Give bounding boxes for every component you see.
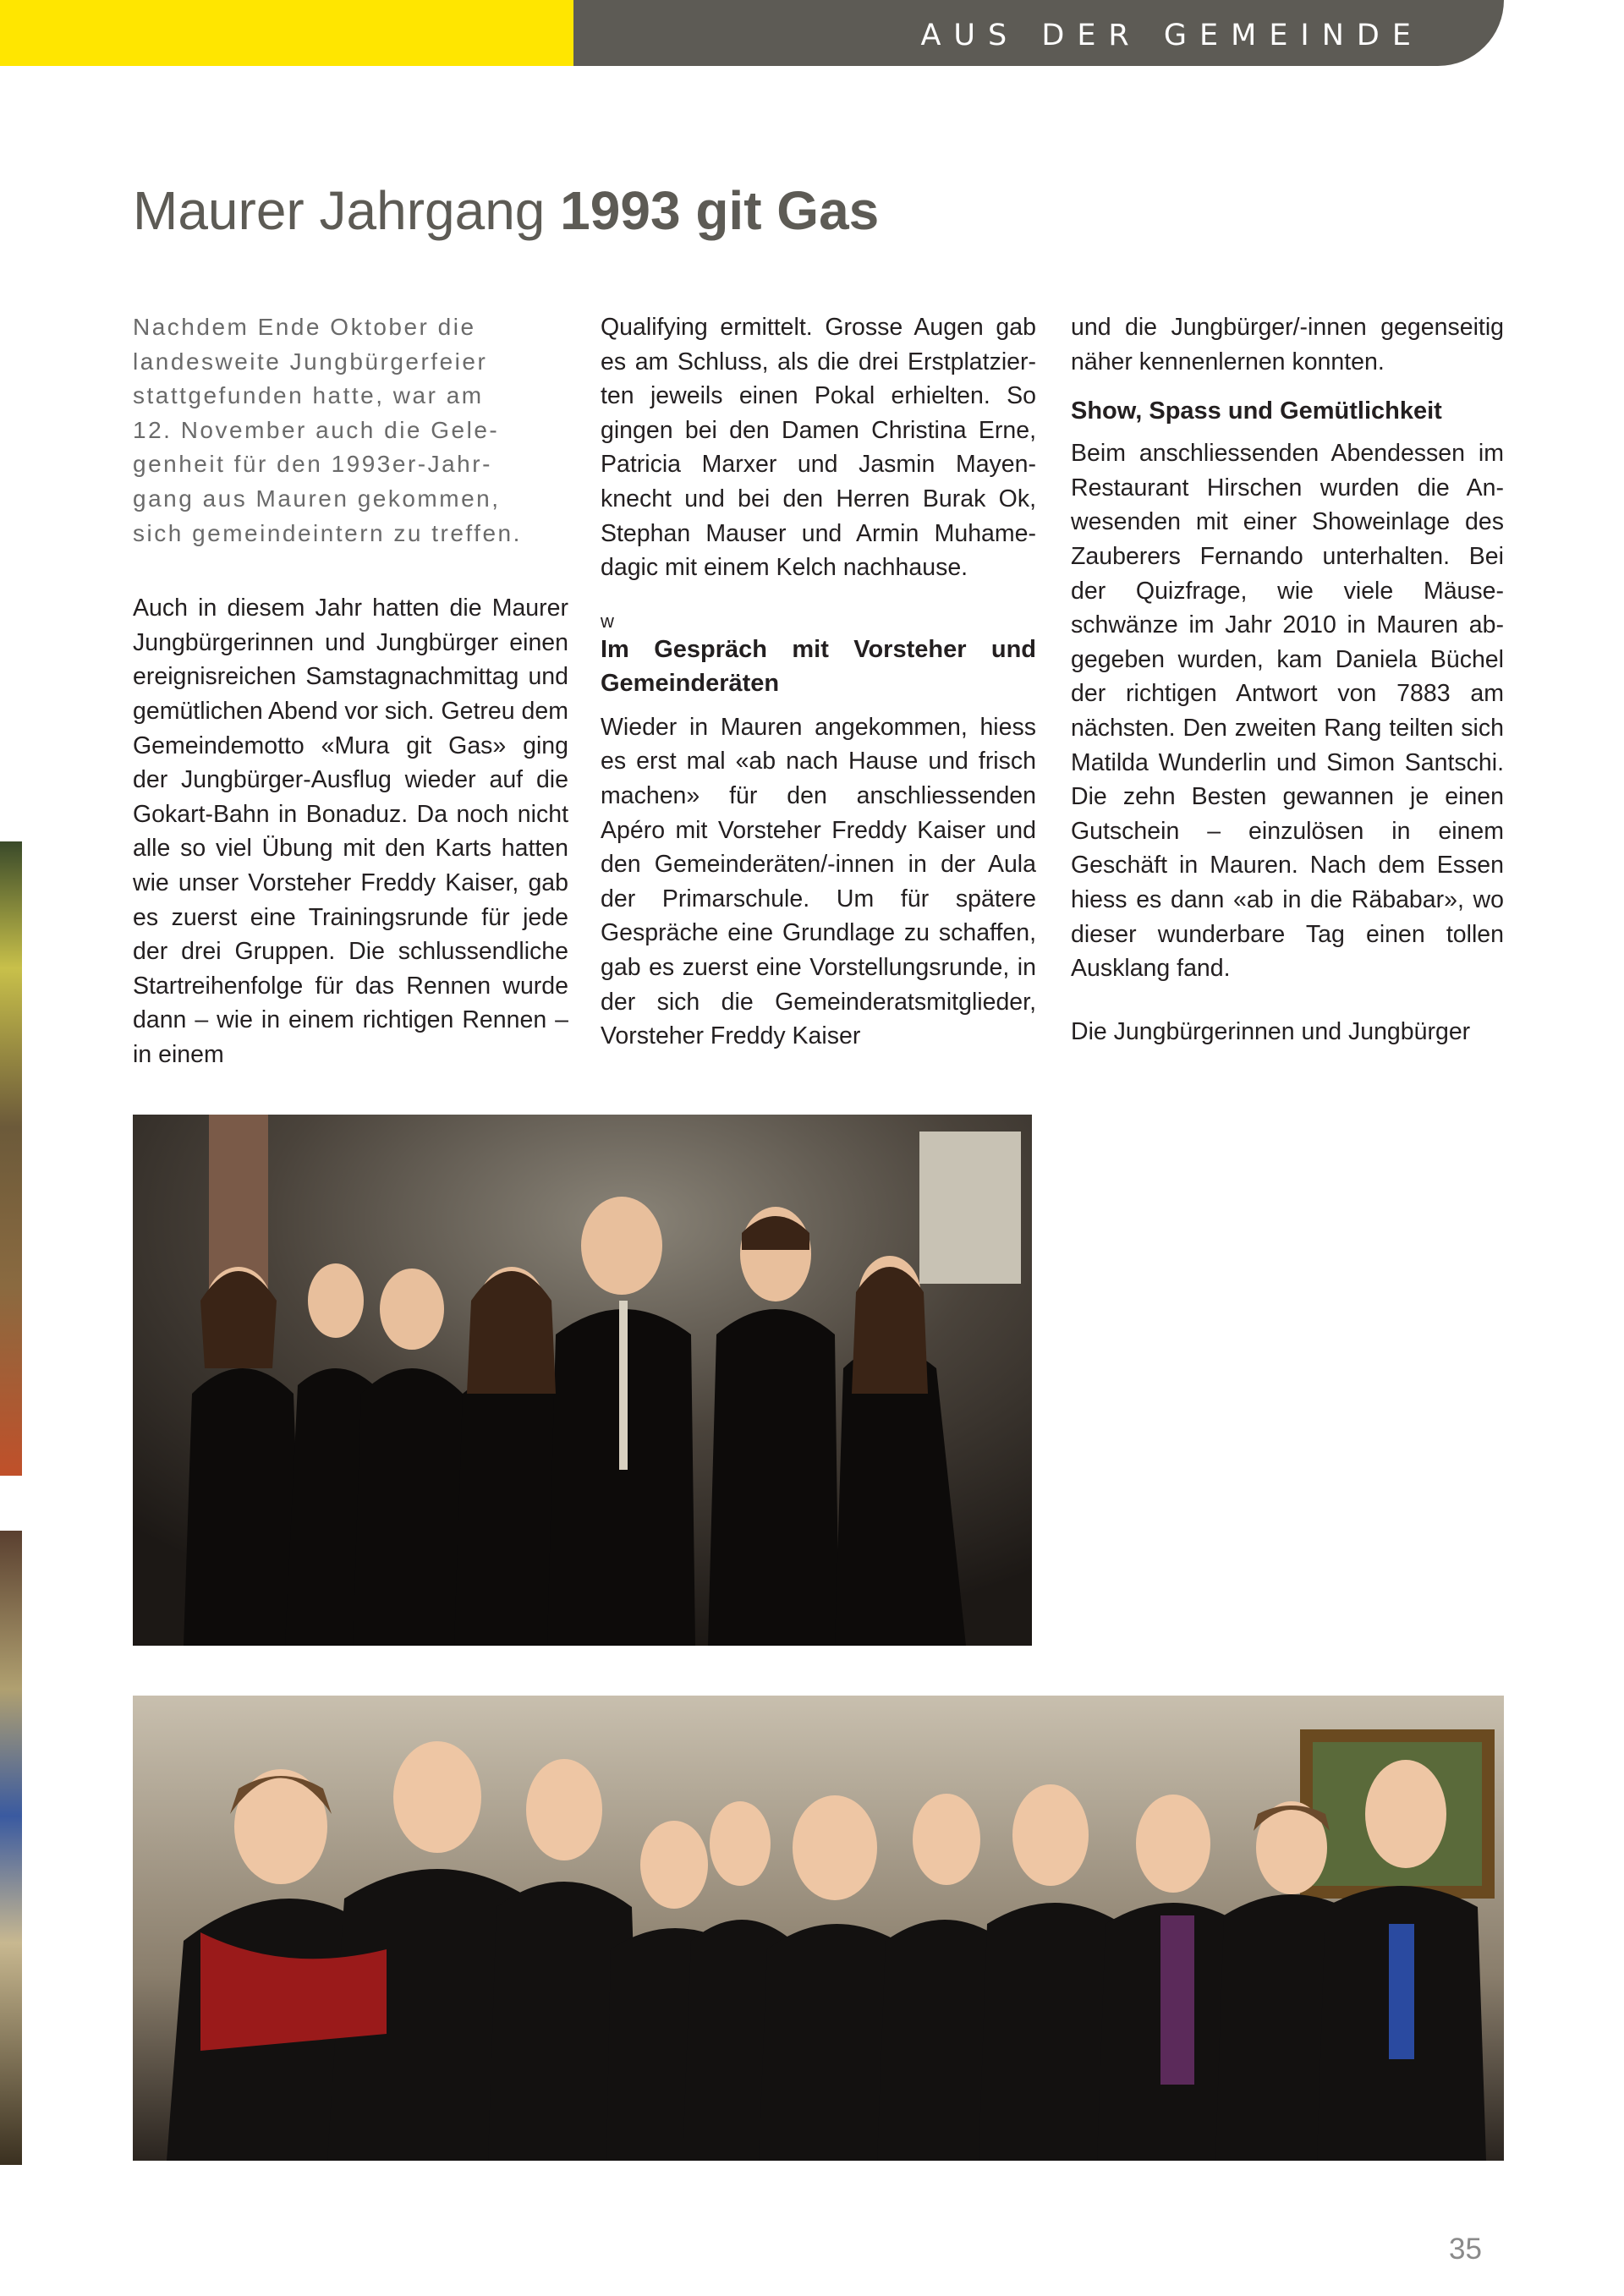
lead-line: sich gemeindeintern zu treffen. [133,519,522,546]
title-bold: 1993 git Gas [560,180,880,241]
photo-illustration [133,1115,1032,1646]
margin-photo-edge [0,841,22,1476]
body-paragraph: Beim anschliessenden Abendessen im Restaurant Hirschen wurden die Anwesenden mit einer Showeinlage des Zauberers Fernando unterhalten. Bei der Quizfrage, wie viele Mäuseschwänze im Jahr 2010 in Mauren abgegeben wurden, kam Daniela Büchel der richtigen Antwort von 7883 am nächsten. Den zweiten Rang teilten sich Matilda Wunderlin und Simon Santschi. Die zehn Besten gewannen je einen Gutschein – einzulösen in einem Geschäft in Mauren. Nach dem Essen hiess es dann «ab in die Räbabar», wo dieser wunderbare Tag einen tollen Ausklang fand. [1071,440,1504,983]
subheading: Im Gespräch mit Vorsteher und Gemeinderäten [601,635,1036,697]
section-title: AUS DER GEMEINDE [920,19,1424,52]
lead-paragraph [133,310,568,551]
body-paragraph: Qualifying ermittelt. Grosse Augen gab es am Schluss, als die drei Erstplatzierten jeweils einen Pokal erhielten. So gingen bei den Damen Christina Erne, Patricia Marxer und Jasmin Mayenknecht und bei den Herren Burak Ok, Stephan Mauser und Armin Muhamedagic mit einem Kelch nachhause. [601,314,1036,582]
lead-line: Nachdem Ende Oktober die [133,314,476,340]
column-2 [601,310,1036,1054]
margin-photo-edge [0,1531,22,2165]
article-title [133,179,879,242]
accent-bar [0,0,573,66]
section-header [573,0,1504,66]
stray-character: w [601,610,614,632]
lead-line: gang aus Mauren gekommen, [133,485,501,512]
photo-illustration [133,1696,1504,2161]
lead-line: 12. November auch die Gele- [133,416,500,443]
subheading: Show, Spass und Gemütlichkeit [1071,397,1442,425]
lead-line: stattgefunden hatte, war am [133,382,484,409]
signature: Die Jungbürgerinnen und Jungbürger [1071,1017,1471,1045]
body-paragraph: Auch in diesem Jahr hatten die Maurer Jungbürgerinnen und Jungbürger einen ereignisreichen Samstagnachmittag und gemütlichen Abend vor sich. Getreu dem Gemeindemotto «Mura git Gas» ging der Jungbürger-Ausflug wieder auf die Gokart-Bahn in Bonaduz. Da noch nicht alle so viel Übung mit den Karts hatten wie unser Vorsteher Freddy Kaiser, gab es zuerst eine Trainingsrunde für jede der drei Gruppen. Die schlussendliche Startreihenfolge für das Rennen wurde dann – wie in einem richtigen Rennen – in einem [133,595,568,1068]
column-3 [1071,310,1504,1049]
body-paragraph: Wieder in Mauren angekommen, hiess es erst mal «ab nach Hause und frisch machen» für den anschliessenden Apéro mit Vorsteher Freddy Kaiser und den Gemeinderäten/-innen in der Aula der Primarschule. Um für spätere Gespräche eine Grundlage zu schaffen, gab es zuerst eine Vorstellungsrunde, in der sich die Gemeinderatsmitglieder, Vorsteher Freddy Kaiser [601,713,1036,1050]
column-1 [133,310,568,1071]
page-number: 35 [1449,2233,1482,2266]
body-paragraph: und die Jungbürger/-innen gegenseitig näher kennenlernen konnten. [1071,314,1504,375]
title-light: Maurer Jahrgang [133,180,546,241]
group-photo-1 [133,1115,1032,1646]
lead-line: landesweite Jungbürgerfeier [133,348,488,375]
group-photo-2 [133,1696,1504,2161]
lead-line: genheit für den 1993er-Jahr- [133,451,492,478]
